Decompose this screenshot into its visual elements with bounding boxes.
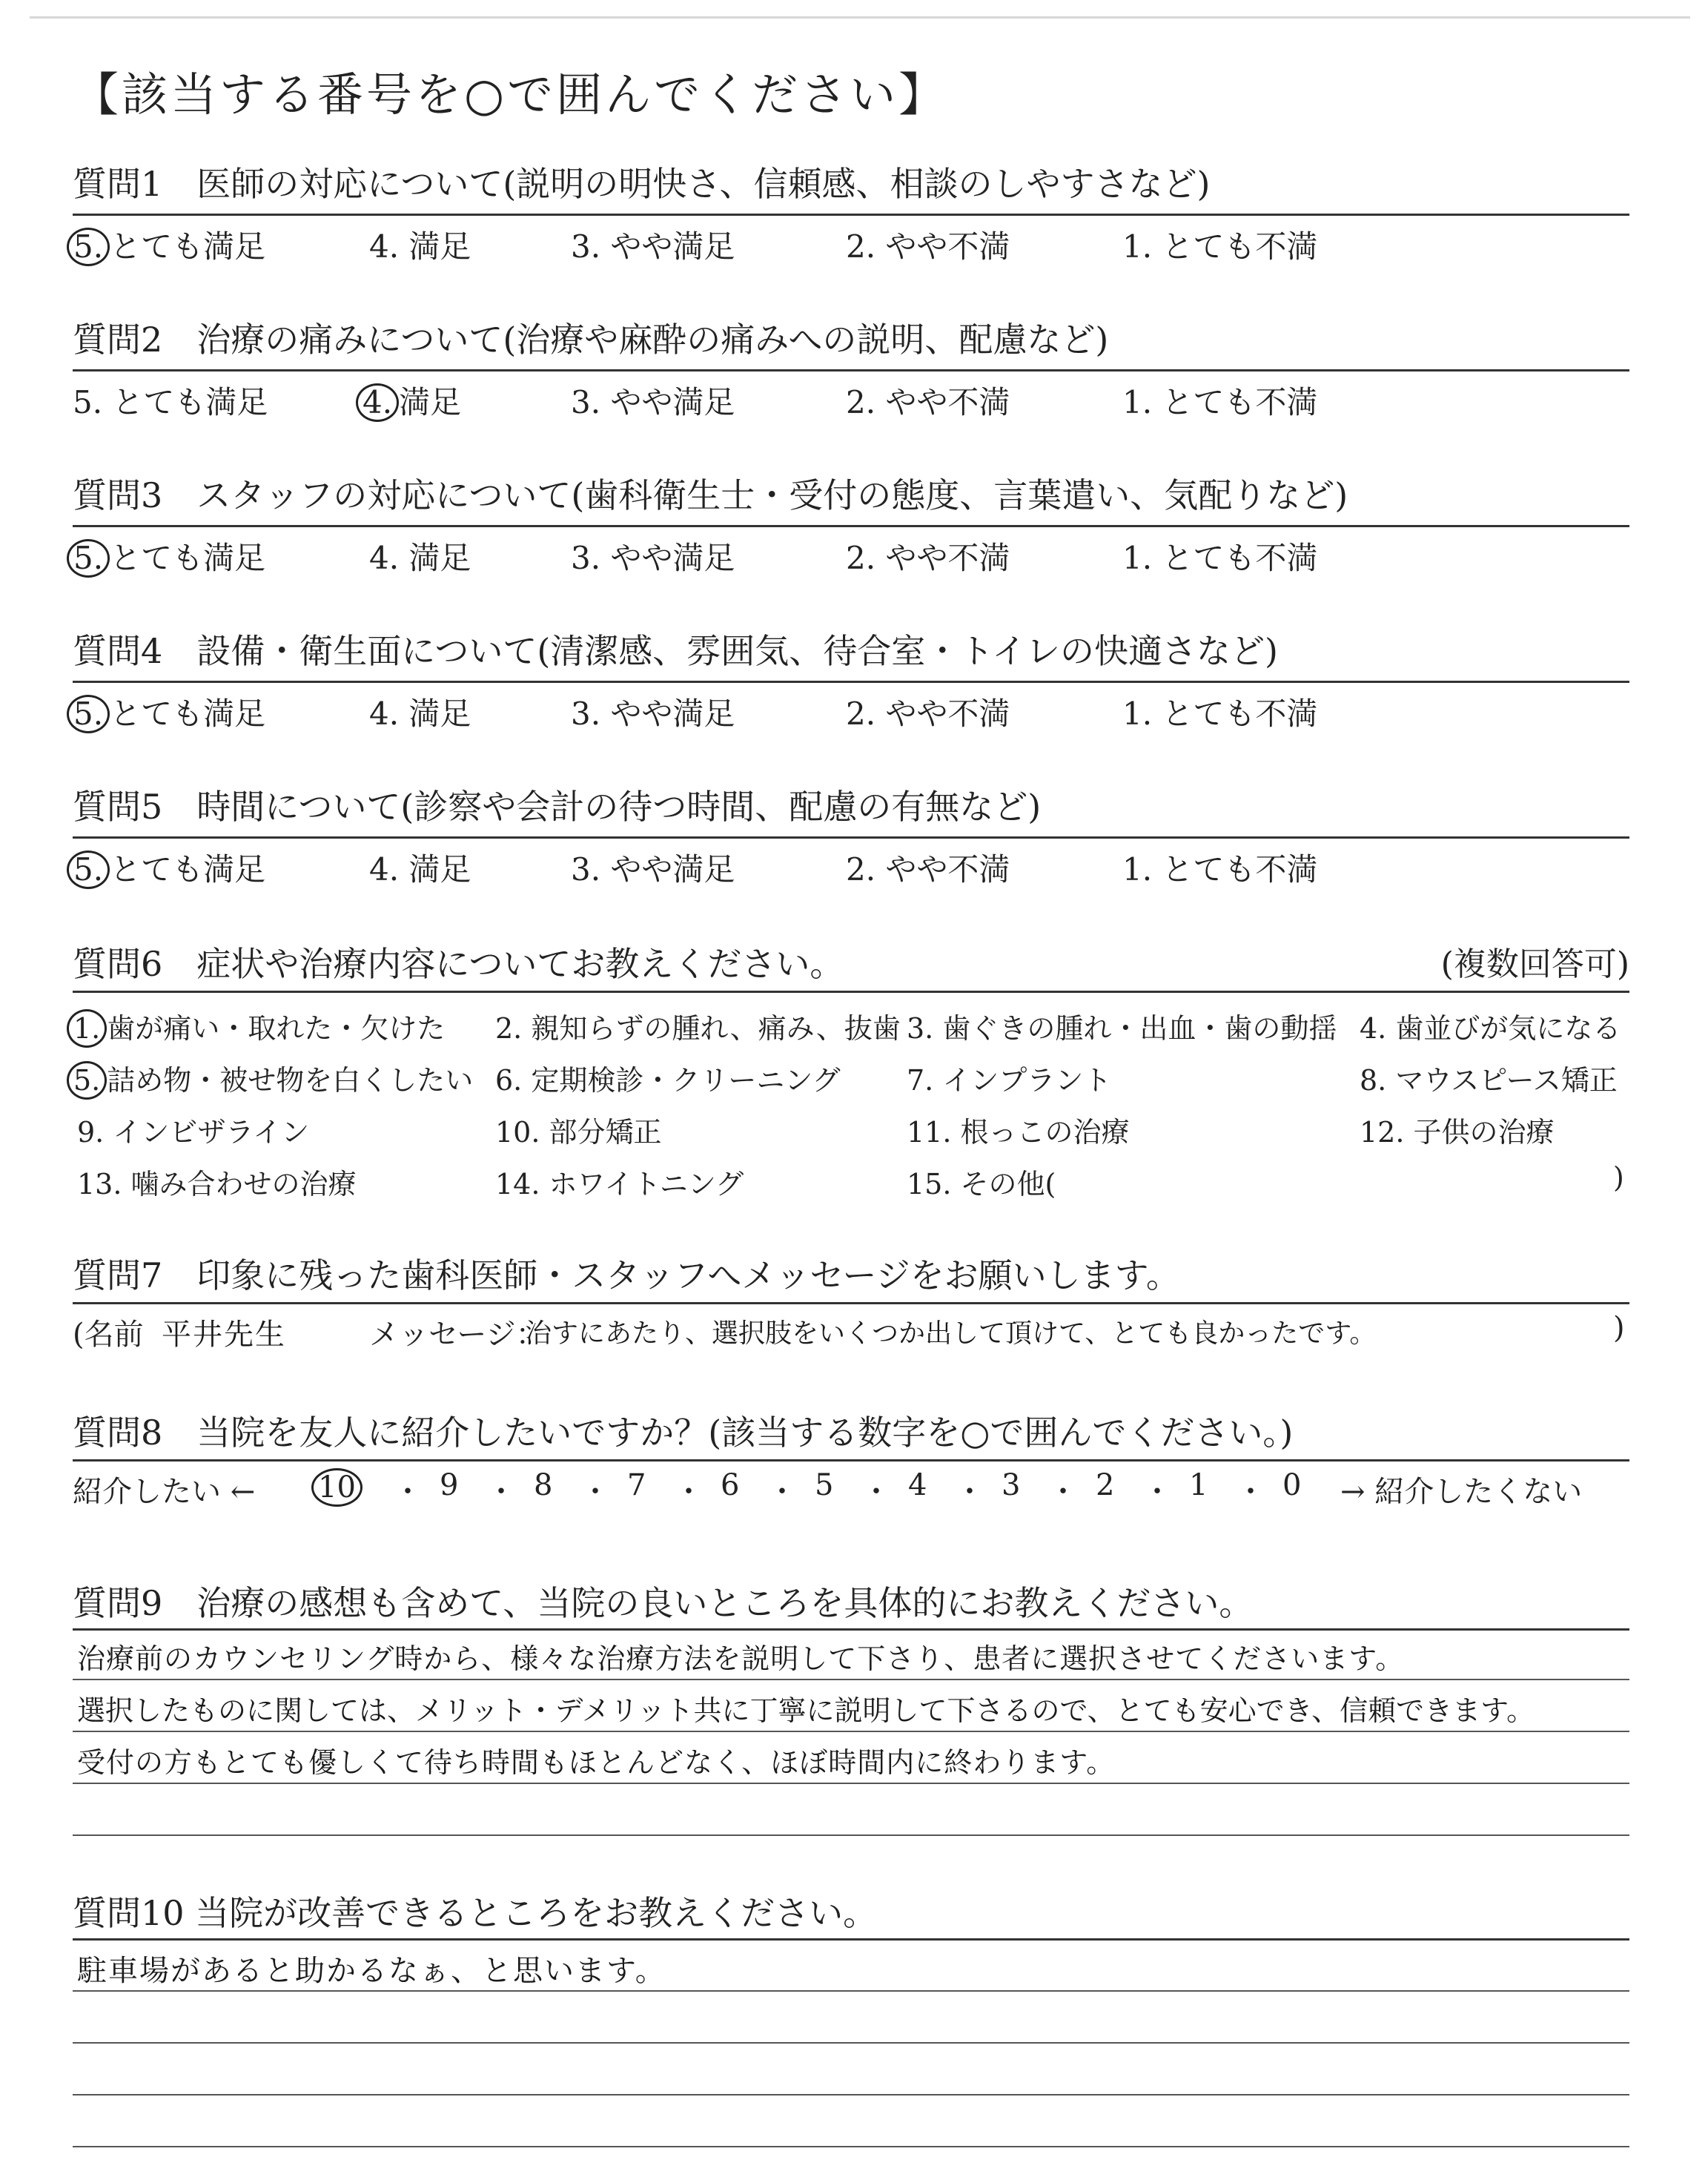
option-item[interactable]: 12. 子供の治療 — [1360, 1116, 1555, 1149]
question-5-options — [73, 845, 1629, 890]
question-9-rule — [73, 1628, 1629, 1631]
scale-dot: ・ — [861, 1475, 891, 1509]
answer-rule — [73, 2042, 1629, 2044]
scale-dot: ・ — [486, 1475, 516, 1509]
recommend-scale — [73, 1468, 1629, 1513]
scale-dot: ・ — [1236, 1475, 1265, 1509]
circled-number: 5. — [67, 539, 110, 578]
scale-value[interactable]: 1 — [1189, 1468, 1208, 1502]
question-5-rule — [73, 836, 1629, 839]
circled-number: 5. — [67, 228, 110, 266]
answer-line-1[interactable]: 駐車場があると助かるなぁ、と思います。 — [77, 1954, 666, 1988]
scale-value[interactable]: 6 — [721, 1468, 740, 1502]
scale-dot: ・ — [955, 1475, 984, 1509]
option-5-selected[interactable] — [73, 690, 265, 734]
answer-rule — [73, 1783, 1629, 1784]
question-2-options — [73, 378, 1629, 423]
option-item[interactable]: 2. 親知らずの腫れ、痛み、抜歯 — [495, 1012, 901, 1045]
name-label: (名前 — [73, 1318, 144, 1352]
answer-rule — [73, 1679, 1629, 1680]
option-item[interactable]: 15. その他( — [907, 1168, 1056, 1200]
question-6-options — [73, 1005, 1629, 1198]
question-2-rule — [73, 369, 1629, 371]
option-1[interactable]: 1. とても不満 — [1122, 696, 1318, 732]
other-close-paren: ) — [1613, 1161, 1624, 1194]
option-item[interactable]: 6. 定期検診・クリーニング — [495, 1064, 841, 1097]
option-item[interactable]: 8. マウスピース矯正 — [1360, 1064, 1618, 1097]
option-label: とても満足 — [110, 851, 266, 888]
question-title: 質問3 スタッフの対応について(歯科衛生士・受付の態度、言葉遣い、気配りなど) — [73, 475, 1348, 515]
question-7-rule — [73, 1302, 1629, 1304]
option-1[interactable]: 1. とても不満 — [1122, 228, 1318, 265]
question-9-title — [73, 1576, 1629, 1624]
question-title: 質問6 症状や治療内容についてお教えください。 — [73, 944, 844, 984]
scale-right-label: → 紹介したくない — [1340, 1475, 1583, 1509]
question-3-rule — [73, 525, 1629, 527]
option-2[interactable]: 2. やや不満 — [846, 540, 1010, 576]
option-item[interactable]: 9. インビザライン — [77, 1116, 310, 1149]
option-2[interactable]: 2. やや不満 — [846, 228, 1010, 265]
option-2[interactable]: 2. やや不満 — [846, 384, 1010, 420]
option-label: 満足 — [399, 384, 462, 420]
scale-value[interactable]: 0 — [1282, 1468, 1302, 1502]
option-1[interactable]: 1. とても不満 — [1122, 851, 1318, 888]
option-item[interactable]: 7. インプラント — [907, 1064, 1112, 1097]
question-1-title — [73, 157, 1629, 205]
option-4[interactable]: 4. 満足 — [369, 851, 471, 888]
option-5[interactable]: 5. とても満足 — [73, 384, 268, 420]
question-title: 質問10 当院が改善できるところをお教えください。 — [73, 1893, 878, 1933]
question-10-rule — [73, 1938, 1629, 1941]
question-title: 質問7 印象に残った歯科医師・スタッフへメッセージをお願いします。 — [73, 1255, 1180, 1295]
question-5-title — [73, 780, 1629, 828]
circled-number: 5. — [67, 1061, 107, 1100]
question-4-title — [73, 624, 1629, 672]
option-item-selected[interactable] — [73, 1057, 473, 1100]
question-3-options — [73, 534, 1629, 578]
option-item[interactable]: 14. ホワイトニング — [495, 1168, 744, 1200]
option-4[interactable]: 4. 満足 — [369, 540, 471, 576]
scale-value[interactable]: 3 — [1002, 1468, 1021, 1502]
question-4-rule — [73, 681, 1629, 683]
question-2-title — [73, 313, 1629, 360]
option-label: とても満足 — [110, 540, 266, 576]
question-10-title — [73, 1886, 1629, 1934]
question-1-options — [73, 222, 1629, 267]
question-6-rule — [73, 991, 1629, 993]
scale-dot: ・ — [580, 1475, 610, 1509]
scale-value[interactable]: 2 — [1096, 1468, 1115, 1502]
message-label: メッセージ： — [369, 1318, 546, 1352]
message-value[interactable]: 治すにあたり、選択肢をいくつか出して頂けて、とても良かったです。 — [525, 1318, 1377, 1349]
option-1[interactable]: 1. とても不満 — [1122, 540, 1318, 576]
option-label: 詰め物・被せ物を白くしたい — [107, 1064, 474, 1097]
name-value[interactable]: 平井先生 — [162, 1318, 286, 1352]
scale-value[interactable]: 7 — [627, 1468, 646, 1502]
circled-number: 5. — [67, 695, 110, 733]
question-1-rule — [73, 214, 1629, 216]
scale-dot: ・ — [1048, 1475, 1078, 1509]
option-3[interactable]: 3. やや満足 — [571, 384, 735, 420]
answer-rule — [73, 1990, 1629, 1992]
option-item[interactable]: 11. 根っこの治療 — [907, 1116, 1130, 1149]
question-8-rule — [73, 1459, 1629, 1462]
option-3[interactable]: 3. やや満足 — [571, 851, 735, 888]
question-title: 質問5 時間について(診察や会計の待つ時間、配慮の有無など) — [73, 787, 1042, 827]
option-2[interactable]: 2. やや不満 — [846, 696, 1010, 732]
question-3-title — [73, 469, 1629, 516]
option-item-selected[interactable] — [73, 1005, 445, 1048]
question-title: 質問2 治療の痛みについて(治療や麻酔の痛みへの説明、配慮など) — [73, 320, 1109, 360]
question-4-options — [73, 690, 1629, 734]
option-5-selected[interactable] — [73, 845, 265, 890]
option-item[interactable]: 4. 歯並びが気になる — [1360, 1012, 1621, 1045]
multiple-answer-note: (複数回答可) — [1440, 945, 1629, 983]
answer-line-1[interactable]: 治療前のカウンセリング時から、様々な治療方法を説明して下さり、患者に選択させてくださいます。 — [77, 1642, 1405, 1675]
option-4[interactable]: 4. 満足 — [369, 696, 471, 732]
circled-number: 1. — [67, 1009, 107, 1048]
question-title: 質問8 当院を友人に紹介したいですか？(該当する数字を○で囲んでください。) — [73, 1413, 1294, 1453]
answer-rule — [73, 1834, 1629, 1836]
question-7-title — [73, 1249, 1629, 1296]
option-5-selected[interactable] — [73, 222, 265, 267]
question-title: 質問4 設備・衛生面について(清潔感、雰囲気、待合室・トイレの快適さなど) — [73, 631, 1278, 671]
option-label: とても満足 — [110, 228, 266, 265]
circled-number: 5. — [67, 851, 110, 889]
circled-number: 4. — [356, 383, 399, 422]
answer-rule — [73, 1731, 1629, 1732]
scale-value[interactable]: 4 — [908, 1468, 927, 1502]
option-item[interactable]: 13. 噛み合わせの治療 — [77, 1168, 357, 1200]
top-divider — [30, 16, 1690, 19]
option-3[interactable]: 3. やや満足 — [571, 540, 735, 576]
message-close-paren: ) — [1613, 1311, 1625, 1345]
scale-dot: ・ — [393, 1475, 423, 1509]
answer-rule — [73, 2094, 1629, 2095]
question-title: 質問9 治療の感想も含めて、当院の良いところを具体的にお教えください。 — [73, 1583, 1254, 1623]
option-label: とても満足 — [110, 696, 266, 732]
option-label: 歯が痛い・取れた・欠けた — [107, 1012, 446, 1045]
answer-line-3[interactable]: 受付の方もとても優しくて待ち時間もほとんどなく、ほぼ時間内に終わります。 — [77, 1746, 1116, 1779]
option-1[interactable]: 1. とても不満 — [1122, 384, 1318, 420]
question-title: 質問1 医師の対応について(説明の明快さ、信頼感、相談のしやすさなど) — [73, 164, 1211, 204]
option-4-selected[interactable] — [362, 378, 461, 423]
option-4[interactable]: 4. 満足 — [369, 228, 471, 265]
option-item[interactable]: 10. 部分矯正 — [495, 1116, 662, 1149]
scale-left-label: 紹介したい ← — [73, 1475, 256, 1509]
option-3[interactable]: 3. やや満足 — [571, 228, 735, 265]
scale-value[interactable]: 5 — [815, 1468, 834, 1502]
scale-value[interactable]: 9 — [440, 1468, 459, 1502]
scale-dot: ・ — [1142, 1475, 1172, 1509]
circled-number: 10 — [311, 1468, 363, 1507]
option-3[interactable]: 3. やや満足 — [571, 696, 735, 732]
instruction-header: 【該当する番号を○で囲んでください】 — [73, 67, 948, 122]
scale-dot: ・ — [767, 1475, 797, 1509]
option-item[interactable]: 3. 歯ぐきの腫れ・出血・歯の動揺 — [907, 1012, 1337, 1045]
option-5-selected[interactable] — [73, 534, 265, 578]
scale-dot: ・ — [674, 1475, 704, 1509]
scale-value[interactable]: 8 — [534, 1468, 553, 1502]
answer-line-2[interactable]: 選択したものに関しては、メリット・デメリット共に丁寧に説明して下さるので、とても安心でき、信頼できます。 — [77, 1694, 1535, 1727]
question-7-answer — [73, 1311, 1629, 1355]
question-6-title — [73, 937, 1629, 985]
answer-rule — [73, 2146, 1629, 2147]
question-8-title — [73, 1406, 1629, 1453]
option-2[interactable]: 2. やや不満 — [846, 851, 1010, 888]
